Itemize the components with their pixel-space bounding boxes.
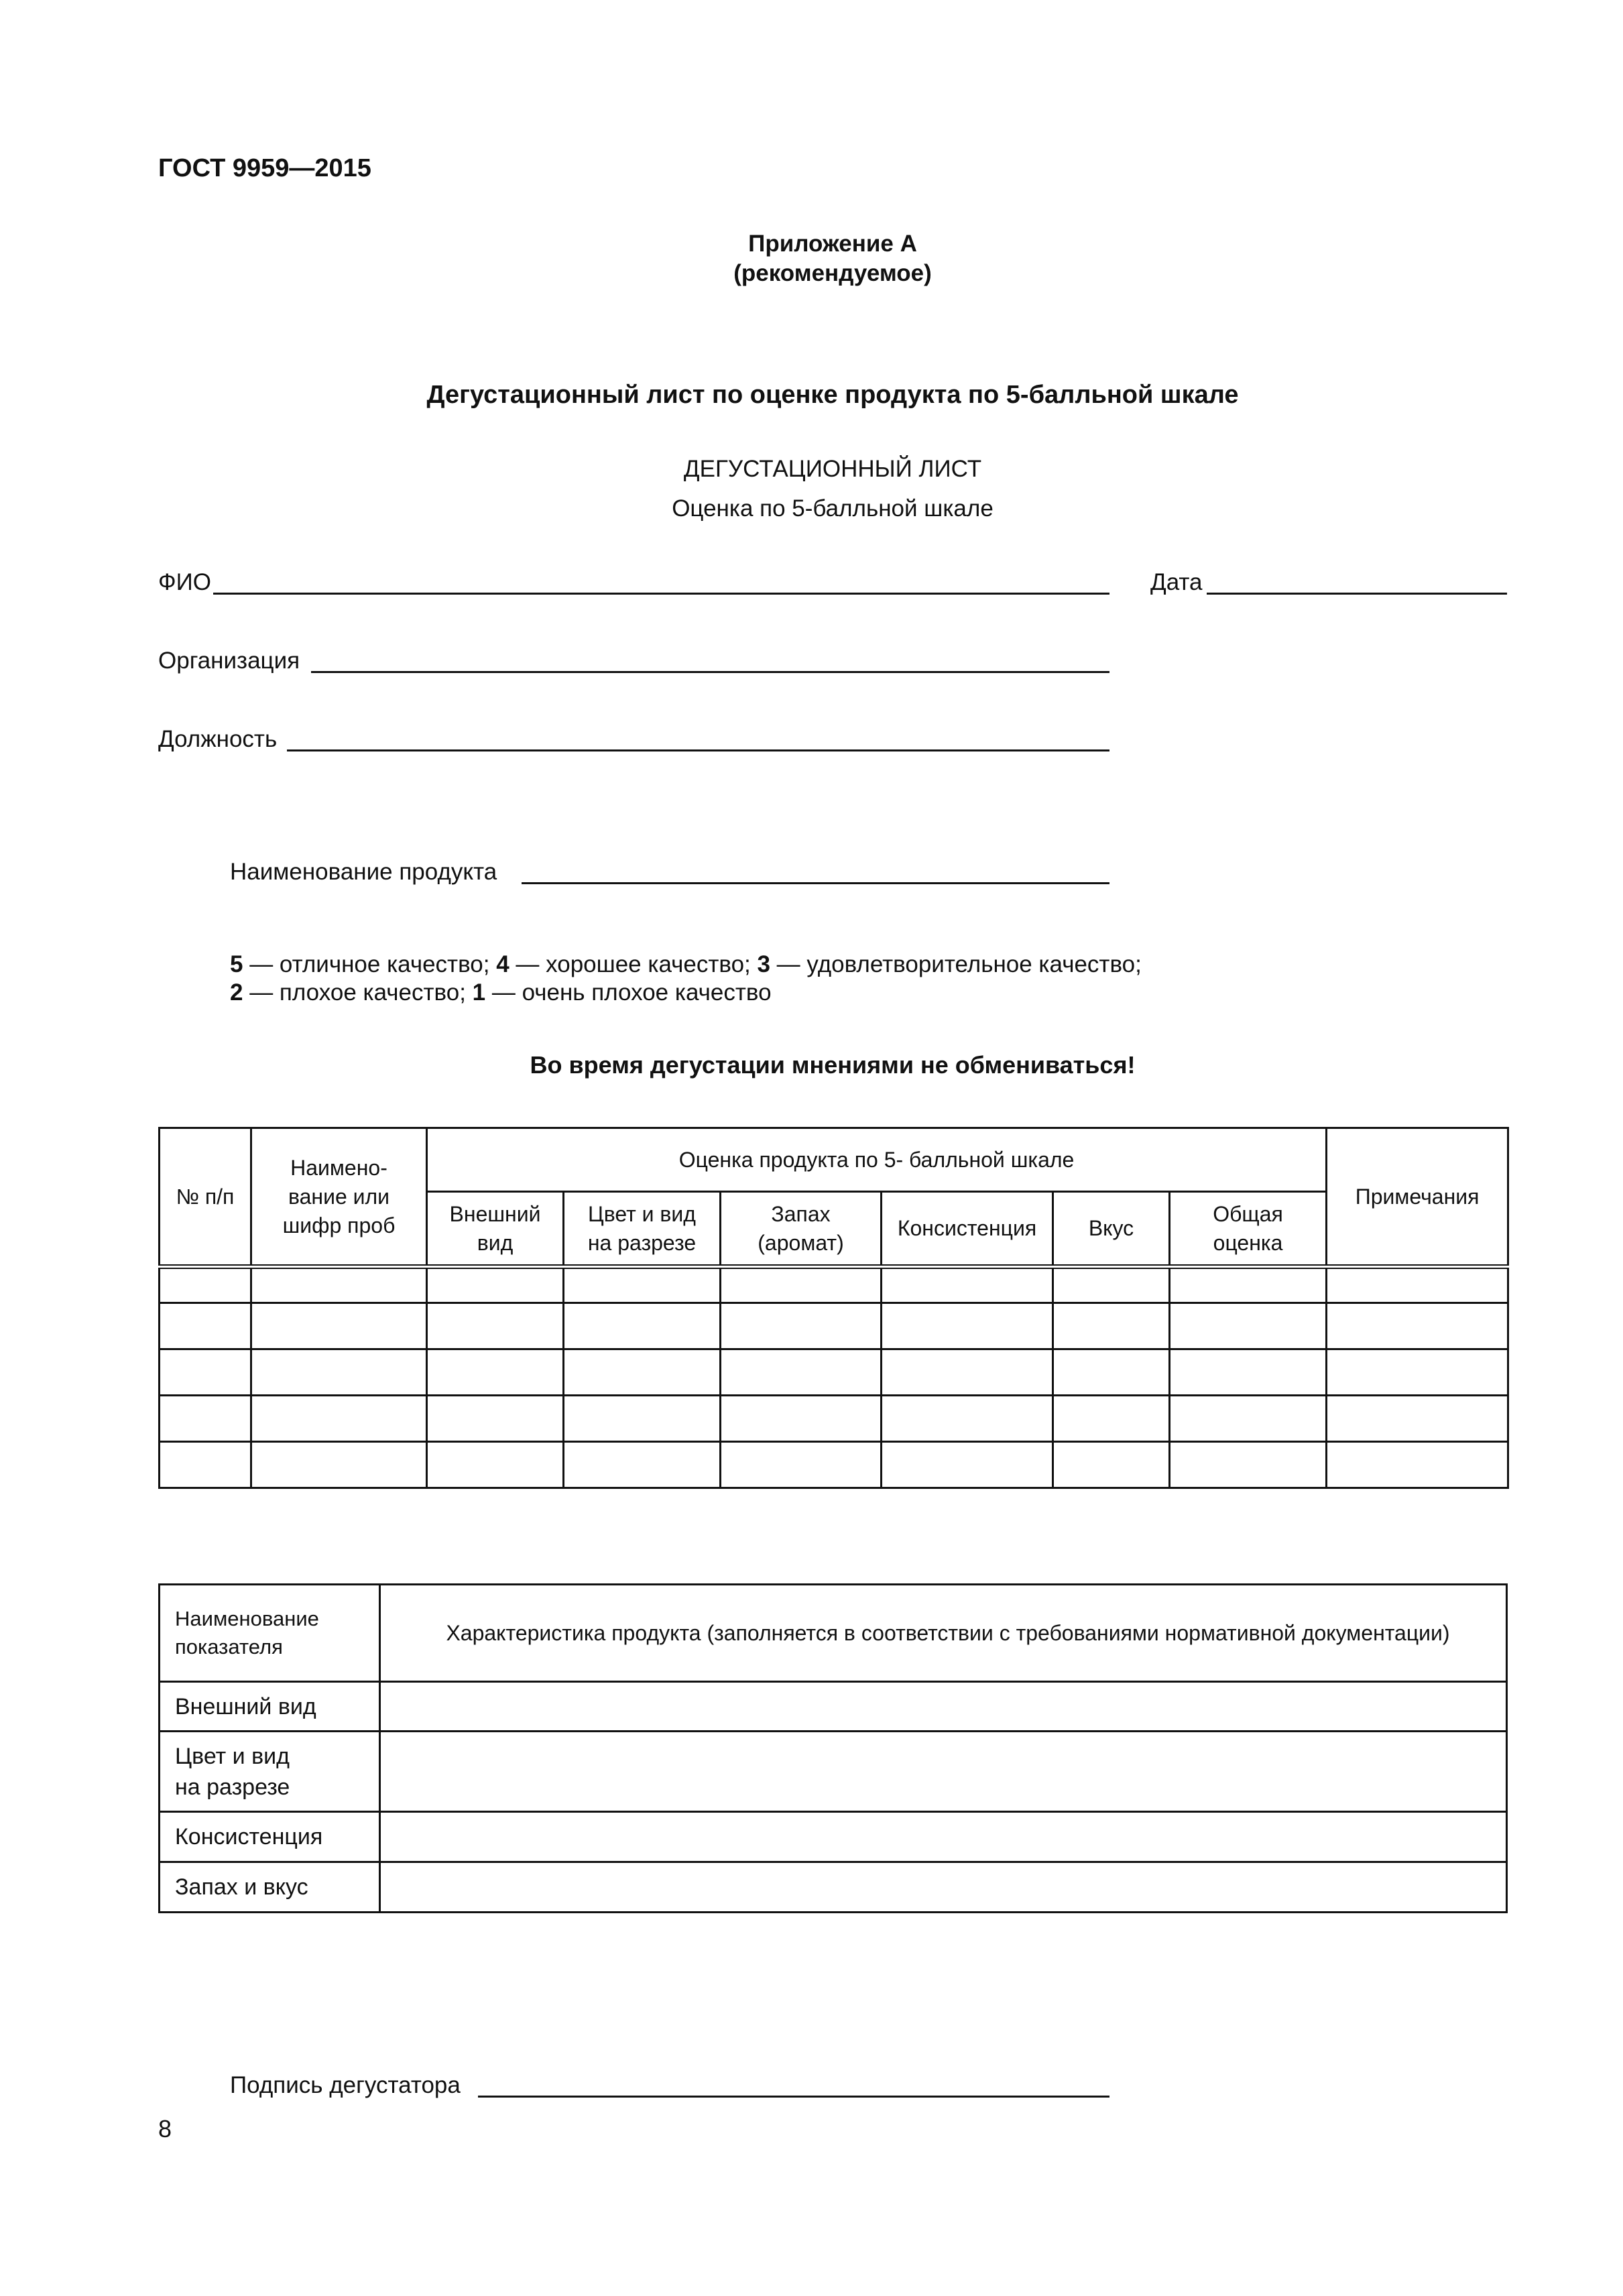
eval-cell[interactable] — [1170, 1303, 1327, 1349]
eval-cell[interactable] — [564, 1396, 721, 1442]
signature-label: Подпись дегустатора — [230, 2072, 461, 2098]
eval-cell[interactable] — [427, 1349, 564, 1396]
eval-cell[interactable] — [160, 1349, 251, 1396]
eval-cell[interactable] — [882, 1303, 1053, 1349]
eval-cell[interactable] — [1327, 1396, 1508, 1442]
score-group-header: Оценка продукта по 5- балльной шкале — [427, 1128, 1327, 1192]
eval-cell[interactable] — [251, 1442, 427, 1488]
col-color-cut-header: Цвет и вид на разрезе — [564, 1192, 721, 1267]
characteristic-cell[interactable] — [380, 1732, 1507, 1812]
eval-cell[interactable] — [1053, 1303, 1170, 1349]
eval-cell[interactable] — [1053, 1349, 1170, 1396]
scale-line-1 — [230, 951, 1142, 979]
eval-cell[interactable] — [721, 1442, 882, 1488]
eval-cell[interactable] — [427, 1396, 564, 1442]
eval-cell[interactable] — [882, 1396, 1053, 1442]
char-row-consistency — [160, 1812, 1507, 1862]
score-3-text: — удовлетворительное качество; — [770, 951, 1142, 977]
eval-cell[interactable] — [564, 1303, 721, 1349]
col-notes-header: Примечания — [1327, 1128, 1508, 1267]
eval-cell[interactable] — [564, 1442, 721, 1488]
eval-cell[interactable] — [427, 1267, 564, 1303]
date-field[interactable] — [1207, 593, 1507, 595]
organization-field[interactable] — [311, 671, 1109, 673]
score-5-text: — отличное качество; — [243, 951, 497, 977]
char-row-smell-taste — [160, 1862, 1507, 1913]
page-number: 8 — [158, 2115, 172, 2142]
indicator-color-cut: Цвет и вид на разрезе — [160, 1732, 380, 1812]
eval-cell[interactable] — [1170, 1267, 1327, 1303]
fio-label: ФИО — [158, 569, 211, 595]
eval-header-row-1 — [160, 1128, 1508, 1192]
char-row-color-cut — [160, 1732, 1507, 1812]
product-name-label: Наименование продукта — [230, 859, 497, 885]
characteristics-table — [158, 1583, 1508, 1913]
sheet-heading: ДЕГУСТАЦИОННЫЙ ЛИСТ — [683, 456, 982, 482]
col-taste-header: Вкус — [1053, 1192, 1170, 1267]
eval-cell[interactable] — [564, 1349, 721, 1396]
sheet-heading-block — [158, 449, 1507, 528]
eval-cell[interactable] — [160, 1267, 251, 1303]
eval-cell[interactable] — [1170, 1349, 1327, 1396]
sheet-subheading: Оценка по 5-балльной шкале — [672, 495, 994, 522]
col-appearance-header: Внешний вид — [427, 1192, 564, 1267]
scale-legend — [230, 951, 1142, 1007]
eval-cell[interactable] — [882, 1442, 1053, 1488]
score-4: 4 — [496, 951, 509, 977]
organization-label: Организация — [158, 648, 300, 674]
product-name-field[interactable] — [522, 882, 1109, 884]
eval-cell[interactable] — [1327, 1267, 1508, 1303]
char-row-appearance — [160, 1682, 1507, 1732]
evaluation-table — [158, 1127, 1509, 1489]
eval-cell[interactable] — [1170, 1396, 1327, 1442]
eval-cell[interactable] — [1053, 1396, 1170, 1442]
col-indicator-header: Наименование показателя — [160, 1585, 380, 1682]
score-4-text: — хорошее качество; — [509, 951, 758, 977]
position-field[interactable] — [287, 749, 1109, 751]
eval-cell[interactable] — [721, 1267, 882, 1303]
score-5: 5 — [230, 951, 243, 977]
eval-cell[interactable] — [251, 1303, 427, 1349]
eval-cell[interactable] — [721, 1349, 882, 1396]
score-1: 1 — [472, 979, 486, 1006]
col-sample-name-header: Наимено- вание или шифр проб — [251, 1128, 427, 1267]
eval-cell[interactable] — [160, 1442, 251, 1488]
score-2: 2 — [230, 979, 243, 1006]
indicator-smell-taste: Запах и вкус — [160, 1862, 380, 1913]
eval-cell[interactable] — [1170, 1442, 1327, 1488]
col-consistency-header: Консистенция — [882, 1192, 1053, 1267]
appendix-title: Приложение А — [748, 231, 917, 257]
eval-cell[interactable] — [160, 1396, 251, 1442]
appendix-heading — [158, 229, 1507, 288]
col-smell-header: Запах (аромат) — [721, 1192, 882, 1267]
characteristic-cell[interactable] — [380, 1862, 1507, 1913]
signature-field[interactable] — [478, 2096, 1109, 2098]
eval-cell[interactable] — [1327, 1303, 1508, 1349]
eval-cell[interactable] — [427, 1303, 564, 1349]
fio-field[interactable] — [213, 593, 1109, 595]
warning-note: Во время дегустации мнениями не обмениваться! — [530, 1051, 1136, 1079]
appendix-subtitle: (рекомендуемое) — [733, 260, 932, 286]
eval-cell[interactable] — [721, 1396, 882, 1442]
eval-cell[interactable] — [160, 1303, 251, 1349]
scale-line-2 — [230, 979, 1142, 1007]
eval-cell[interactable] — [251, 1349, 427, 1396]
eval-cell[interactable] — [1327, 1442, 1508, 1488]
characteristic-cell[interactable] — [380, 1682, 1507, 1732]
eval-row — [160, 1303, 1508, 1349]
eval-cell[interactable] — [427, 1442, 564, 1488]
eval-row — [160, 1396, 1508, 1442]
col-number-header: № п/п — [160, 1128, 251, 1267]
sheet-title: Дегустационный лист по оценке продукта по 5-балльной шкале — [426, 381, 1239, 409]
eval-cell[interactable] — [564, 1267, 721, 1303]
indicator-consistency: Консистенция — [160, 1812, 380, 1862]
score-3: 3 — [757, 951, 770, 977]
score-2-text: — плохое качество; — [243, 979, 473, 1006]
col-characteristic-header: Характеристика продукта (заполняется в соответствии с требованиями нормативной документации) — [380, 1585, 1507, 1682]
eval-cell[interactable] — [251, 1267, 427, 1303]
eval-spacer-row — [160, 1267, 1508, 1303]
eval-cell[interactable] — [1053, 1442, 1170, 1488]
characteristic-cell[interactable] — [380, 1812, 1507, 1862]
eval-cell[interactable] — [251, 1396, 427, 1442]
eval-cell[interactable] — [882, 1349, 1053, 1396]
eval-row — [160, 1349, 1508, 1396]
eval-cell[interactable] — [882, 1267, 1053, 1303]
eval-cell[interactable] — [1327, 1349, 1508, 1396]
position-label: Должность — [158, 726, 278, 752]
eval-row — [160, 1442, 1508, 1488]
eval-cell[interactable] — [1053, 1267, 1170, 1303]
col-overall-header: Общая оценка — [1170, 1192, 1327, 1267]
char-header-row — [160, 1585, 1507, 1682]
eval-cell[interactable] — [721, 1303, 882, 1349]
date-label: Дата — [1150, 569, 1203, 595]
score-1-text: — очень плохое качество — [485, 979, 772, 1006]
indicator-appearance: Внешний вид — [160, 1682, 380, 1732]
standard-number: ГОСТ 9959—2015 — [158, 154, 371, 182]
